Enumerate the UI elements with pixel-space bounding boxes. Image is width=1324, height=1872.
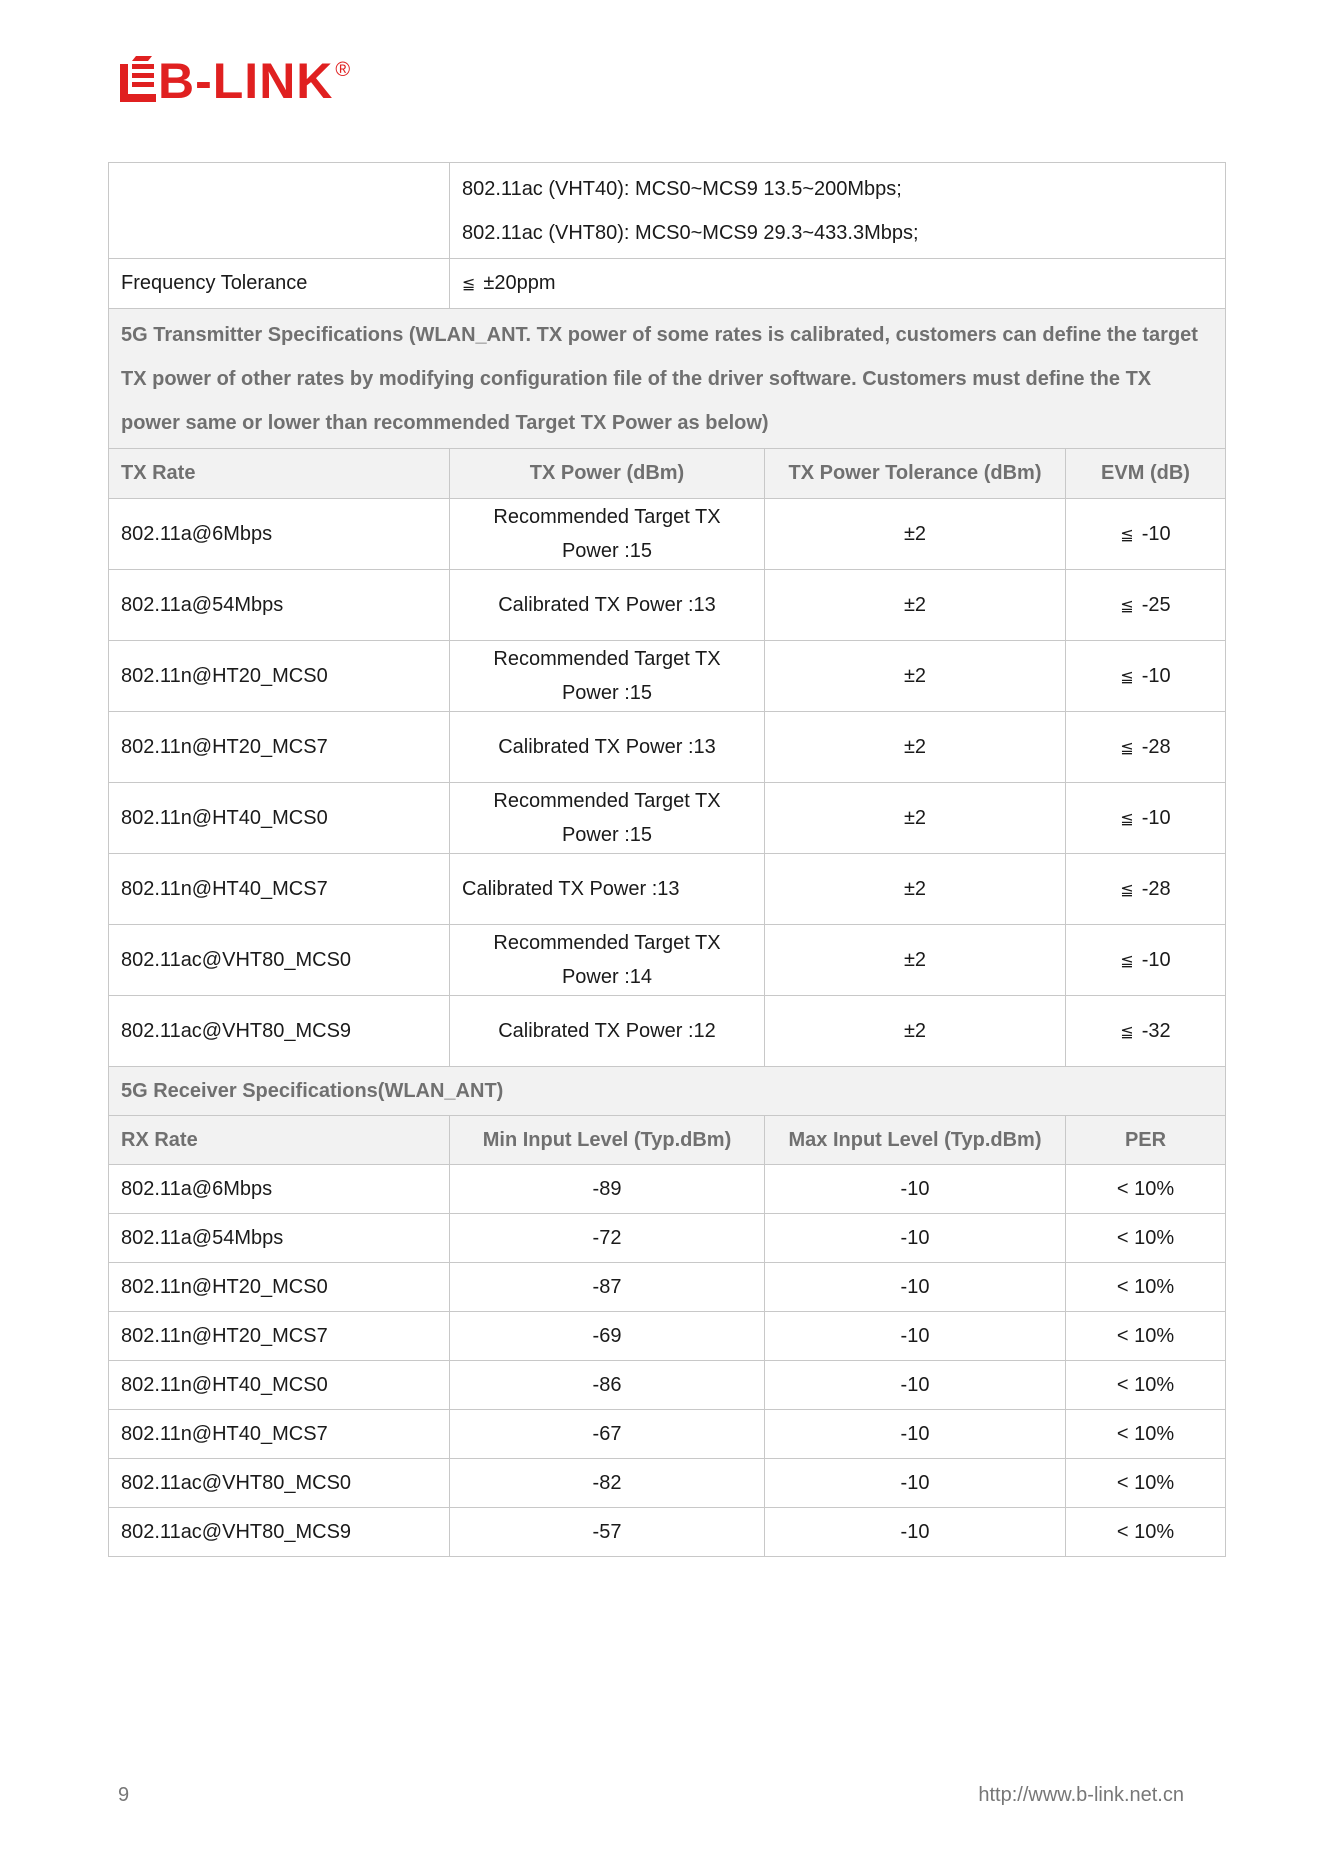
table-row bbox=[109, 1214, 1226, 1263]
rx-max: -10 bbox=[765, 1214, 1066, 1263]
freq-tolerance-value: ±20ppm bbox=[483, 272, 556, 294]
tx-power-line-1: Calibrated TX Power :13 bbox=[498, 593, 716, 616]
rx-per: < 10% bbox=[1066, 1214, 1226, 1263]
rx-section-title-row bbox=[109, 1067, 1226, 1116]
tx-tolerance: ±2 bbox=[765, 570, 1066, 641]
less-equal-icon: ≦ bbox=[1120, 950, 1134, 970]
continuation-label-cell bbox=[109, 163, 450, 259]
rx-header-min: Min Input Level (Typ.dBm) bbox=[450, 1116, 765, 1165]
tx-rate: 802.11a@6Mbps bbox=[109, 499, 450, 570]
tx-tolerance: ±2 bbox=[765, 499, 1066, 570]
table-row bbox=[109, 641, 1226, 712]
table-row bbox=[109, 1410, 1226, 1459]
tx-rate: 802.11n@HT40_MCS7 bbox=[109, 854, 450, 925]
less-equal-icon: ≦ bbox=[462, 274, 476, 293]
tx-rate: 802.11n@HT20_MCS0 bbox=[109, 641, 450, 712]
tx-header-tolerance: TX Power Tolerance (dBm) bbox=[765, 449, 1066, 499]
tx-evm-cell bbox=[1066, 854, 1226, 925]
table-row bbox=[109, 1263, 1226, 1312]
rx-max: -10 bbox=[765, 1508, 1066, 1557]
rx-min: -69 bbox=[450, 1312, 765, 1361]
tx-rate: 802.11ac@VHT80_MCS9 bbox=[109, 996, 450, 1067]
freq-tolerance-label: Frequency Tolerance bbox=[109, 259, 450, 309]
tx-evm: -28 bbox=[1141, 877, 1171, 900]
tx-evm: -10 bbox=[1141, 522, 1171, 545]
rx-max: -10 bbox=[765, 1459, 1066, 1508]
rx-rate: 802.11n@HT20_MCS7 bbox=[109, 1312, 450, 1361]
tx-power-cell bbox=[450, 854, 765, 925]
tx-evm: -28 bbox=[1141, 735, 1171, 758]
tx-header-row bbox=[109, 449, 1226, 499]
less-equal-icon: ≦ bbox=[1120, 666, 1134, 686]
table-row-frequency-tolerance bbox=[109, 259, 1226, 309]
tx-tolerance: ±2 bbox=[765, 712, 1066, 783]
rx-per: < 10% bbox=[1066, 1361, 1226, 1410]
rx-header-rate: RX Rate bbox=[109, 1116, 450, 1165]
tx-evm: -10 bbox=[1141, 806, 1171, 829]
registered-mark: ® bbox=[335, 59, 351, 81]
table-row bbox=[109, 499, 1226, 570]
tx-power-line-2: Power :15 bbox=[561, 824, 653, 846]
rx-min: -82 bbox=[450, 1459, 765, 1508]
lb-logo-mark-icon bbox=[118, 56, 158, 106]
footer-url-link[interactable]: http://www.b-link.net.cn bbox=[978, 1784, 1184, 1806]
table-row bbox=[109, 854, 1226, 925]
tx-power-line-1: Recommended Target TX bbox=[493, 932, 721, 954]
tx-power-line-1: Calibrated TX Power :12 bbox=[498, 1019, 716, 1042]
tx-section-title: 5G Transmitter Specifications (WLAN_ANT. TX power of some rates is calibrated, customers can define the target TX power of other rates by modifying configuration file of the driver software. Customers must define the TX power same or lower than recommended Target TX Power as below) bbox=[109, 309, 1226, 449]
rx-max: -10 bbox=[765, 1410, 1066, 1459]
rx-per: < 10% bbox=[1066, 1263, 1226, 1312]
tx-rate: 802.11n@HT40_MCS0 bbox=[109, 783, 450, 854]
rx-header-per: PER bbox=[1066, 1116, 1226, 1165]
tx-power-line-2: Power :15 bbox=[561, 540, 653, 562]
tx-tolerance: ±2 bbox=[765, 783, 1066, 854]
tx-evm-cell bbox=[1066, 925, 1226, 996]
tx-tolerance: ±2 bbox=[765, 996, 1066, 1067]
less-equal-icon: ≦ bbox=[1120, 595, 1134, 615]
rx-min: -72 bbox=[450, 1214, 765, 1263]
table-row bbox=[109, 996, 1226, 1067]
rx-rate: 802.11ac@VHT80_MCS9 bbox=[109, 1508, 450, 1557]
freq-tolerance-value-cell bbox=[450, 259, 1226, 309]
tx-power-line-1: Recommended Target TX bbox=[493, 648, 721, 670]
rx-min: -87 bbox=[450, 1263, 765, 1312]
tx-evm-cell bbox=[1066, 641, 1226, 712]
rx-min: -57 bbox=[450, 1508, 765, 1557]
rx-min: -89 bbox=[450, 1165, 765, 1214]
rx-min: -67 bbox=[450, 1410, 765, 1459]
rx-rate: 802.11n@HT40_MCS0 bbox=[109, 1361, 450, 1410]
brand-logo bbox=[118, 53, 351, 109]
table-row bbox=[109, 783, 1226, 854]
tx-evm-cell bbox=[1066, 499, 1226, 570]
table-row bbox=[109, 570, 1226, 641]
table-row bbox=[109, 1459, 1226, 1508]
table-row bbox=[109, 1165, 1226, 1214]
tx-power-cell bbox=[450, 570, 765, 641]
tx-evm: -10 bbox=[1141, 664, 1171, 687]
less-equal-icon: ≦ bbox=[1120, 737, 1134, 757]
rx-rate: 802.11a@6Mbps bbox=[109, 1165, 450, 1214]
table-row bbox=[109, 1312, 1226, 1361]
page-number: 9 bbox=[118, 1784, 130, 1806]
tx-evm-cell bbox=[1066, 712, 1226, 783]
tx-tolerance: ±2 bbox=[765, 854, 1066, 925]
less-equal-icon: ≦ bbox=[1120, 808, 1134, 828]
table-row-continuation bbox=[109, 163, 1226, 259]
tx-evm: -32 bbox=[1141, 1019, 1171, 1042]
tx-rate: 802.11n@HT20_MCS7 bbox=[109, 712, 450, 783]
tx-section-title-row bbox=[109, 309, 1226, 449]
tx-power-line-1: Calibrated TX Power :13 bbox=[462, 877, 680, 900]
table-row bbox=[109, 1508, 1226, 1557]
rx-min: -86 bbox=[450, 1361, 765, 1410]
rx-rate: 802.11n@HT40_MCS7 bbox=[109, 1410, 450, 1459]
rx-per: < 10% bbox=[1066, 1410, 1226, 1459]
tx-rate: 802.11ac@VHT80_MCS0 bbox=[109, 925, 450, 996]
tx-evm-cell bbox=[1066, 570, 1226, 641]
continuation-line-2: 802.11ac (VHT80): MCS0~MCS9 29.3~433.3Mbps; bbox=[462, 221, 919, 244]
rx-per: < 10% bbox=[1066, 1459, 1226, 1508]
rx-rate: 802.11n@HT20_MCS0 bbox=[109, 1263, 450, 1312]
tx-rate: 802.11a@54Mbps bbox=[109, 570, 450, 641]
tx-power-line-1: Recommended Target TX bbox=[493, 790, 721, 812]
continuation-line-1: 802.11ac (VHT40): MCS0~MCS9 13.5~200Mbps; bbox=[462, 177, 902, 200]
rx-max: -10 bbox=[765, 1263, 1066, 1312]
tx-evm-cell bbox=[1066, 996, 1226, 1067]
rx-rate: 802.11a@54Mbps bbox=[109, 1214, 450, 1263]
logo-text: B-LINK bbox=[158, 53, 334, 109]
spec-table bbox=[108, 162, 1226, 1557]
tx-header-evm: EVM (dB) bbox=[1066, 449, 1226, 499]
tx-tolerance: ±2 bbox=[765, 641, 1066, 712]
tx-evm: -25 bbox=[1141, 593, 1171, 616]
rx-header-max: Max Input Level (Typ.dBm) bbox=[765, 1116, 1066, 1165]
rx-header-row bbox=[109, 1116, 1226, 1165]
tx-power-cell bbox=[450, 499, 765, 570]
rx-max: -10 bbox=[765, 1361, 1066, 1410]
less-equal-icon: ≦ bbox=[1120, 1021, 1134, 1041]
tx-power-line-1: Recommended Target TX bbox=[493, 506, 721, 528]
tx-header-power: TX Power (dBm) bbox=[450, 449, 765, 499]
less-equal-icon: ≦ bbox=[1120, 879, 1134, 899]
tx-evm: -10 bbox=[1141, 948, 1171, 971]
rx-per: < 10% bbox=[1066, 1508, 1226, 1557]
rx-rate: 802.11ac@VHT80_MCS0 bbox=[109, 1459, 450, 1508]
tx-power-cell bbox=[450, 996, 765, 1067]
rx-max: -10 bbox=[765, 1312, 1066, 1361]
less-equal-icon: ≦ bbox=[1120, 524, 1134, 544]
rx-max: -10 bbox=[765, 1165, 1066, 1214]
rx-per: < 10% bbox=[1066, 1312, 1226, 1361]
continuation-cell bbox=[450, 163, 1226, 259]
tx-power-line-1: Calibrated TX Power :13 bbox=[498, 735, 716, 758]
tx-power-line-2: Power :15 bbox=[561, 682, 653, 704]
tx-header-rate: TX Rate bbox=[109, 449, 450, 499]
tx-power-line-2: Power :14 bbox=[561, 966, 653, 988]
rx-per: < 10% bbox=[1066, 1165, 1226, 1214]
tx-power-cell bbox=[450, 641, 765, 712]
tx-evm-cell bbox=[1066, 783, 1226, 854]
rx-section-title: 5G Receiver Specifications(WLAN_ANT) bbox=[109, 1067, 1226, 1116]
table-row bbox=[109, 1361, 1226, 1410]
tx-power-cell bbox=[450, 783, 765, 854]
table-row bbox=[109, 712, 1226, 783]
tx-power-cell bbox=[450, 925, 765, 996]
table-row bbox=[109, 925, 1226, 996]
tx-tolerance: ±2 bbox=[765, 925, 1066, 996]
tx-power-cell bbox=[450, 712, 765, 783]
